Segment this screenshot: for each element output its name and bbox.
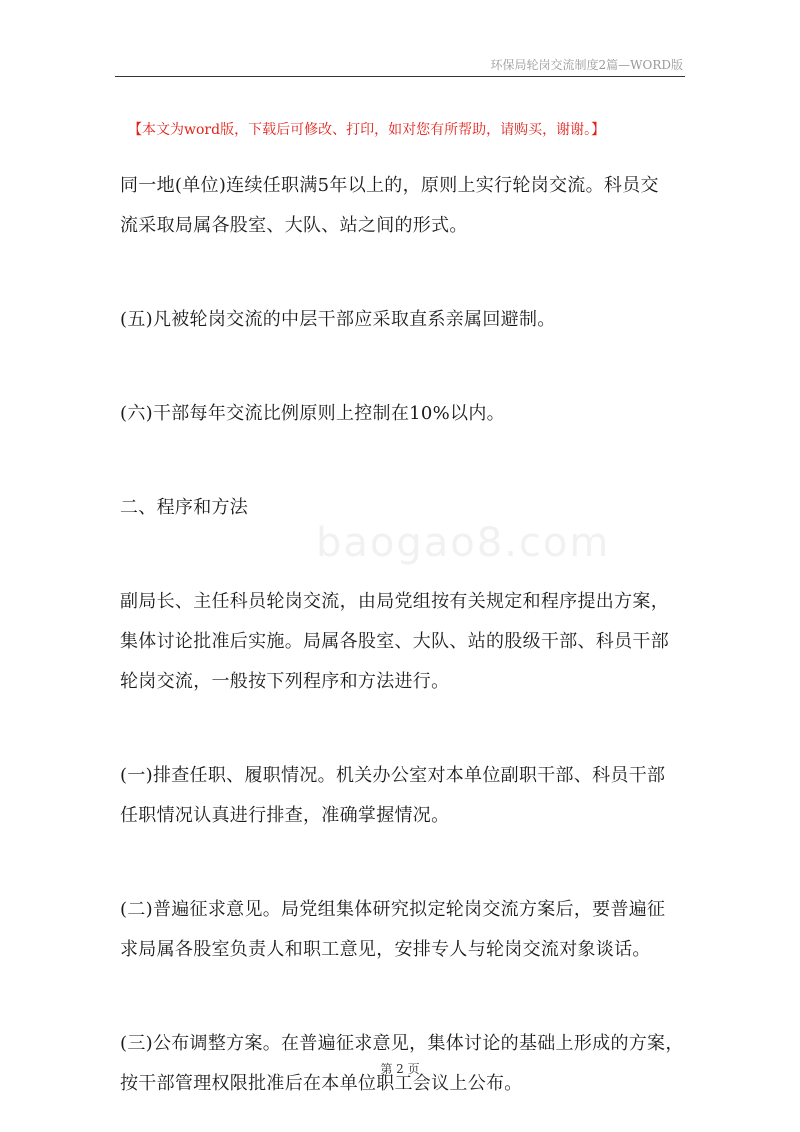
- paragraph-line: 集体讨论批准后实施。局属各股室、大队、站的股级干部、科员干部: [120, 631, 669, 652]
- paragraph-2: [120, 300, 700, 340]
- paragraph-line: (三)公布调整方案。在普遍征求意见，集体讨论的基础上形成的方案，: [120, 1033, 684, 1054]
- heading-text: 二、程序和方法: [120, 497, 249, 518]
- paragraph-line: 流采取局属各股室、大队、站之间的形式。: [120, 215, 468, 236]
- section-heading: [120, 488, 700, 528]
- watermark: baogao8.com: [316, 520, 611, 566]
- paragraph-line: 同一地(单位)连续任职满5年以上的，原则上实行轮岗交流。科员交: [120, 175, 659, 196]
- paragraph-7: [120, 890, 700, 970]
- paragraph-line: (五)凡被轮岗交流的中层干部应采取直系亲属回避制。: [120, 309, 556, 330]
- paragraph-line: 求局属各股室负责人和职工意见，安排专人与轮岗交流对象谈话。: [120, 939, 651, 960]
- paragraph-5: [120, 582, 700, 702]
- paragraph-line: (二)普遍征求意见。局党组集体研究拟定轮岗交流方案后，要普遍征: [120, 899, 666, 920]
- page-number: 第 2 页: [380, 1062, 420, 1076]
- paragraph-line: (六)干部每年交流比例原则上控制在10%以内。: [120, 403, 505, 424]
- paragraph-line: 按干部管理权限批准后在本单位职工会议上公布。: [120, 1073, 523, 1094]
- document-title: 环保局轮岗交流制度2篇—WORD版: [490, 58, 683, 72]
- document-body: [120, 166, 700, 1104]
- paragraph-line: 副局长、主任科员轮岗交流，由局党组按有关规定和程序提出方案，: [120, 591, 669, 612]
- paragraph-3: [120, 394, 700, 434]
- paragraph-line: 轮岗交流，一般按下列程序和方法进行。: [120, 671, 450, 692]
- download-notice: 【本文为word版，下载后可修改、打印，如对您有所帮助，请购买，谢谢。】: [128, 122, 606, 138]
- paragraph-1: [120, 166, 700, 246]
- page-header: [115, 52, 685, 77]
- paragraph-line: (一)排查任职、履职情况。机关办公室对本单位副职干部、科员干部: [120, 765, 666, 786]
- paragraph-6: [120, 756, 700, 836]
- paragraph-line: 任职情况认真进行排查，准确掌握情况。: [120, 805, 450, 826]
